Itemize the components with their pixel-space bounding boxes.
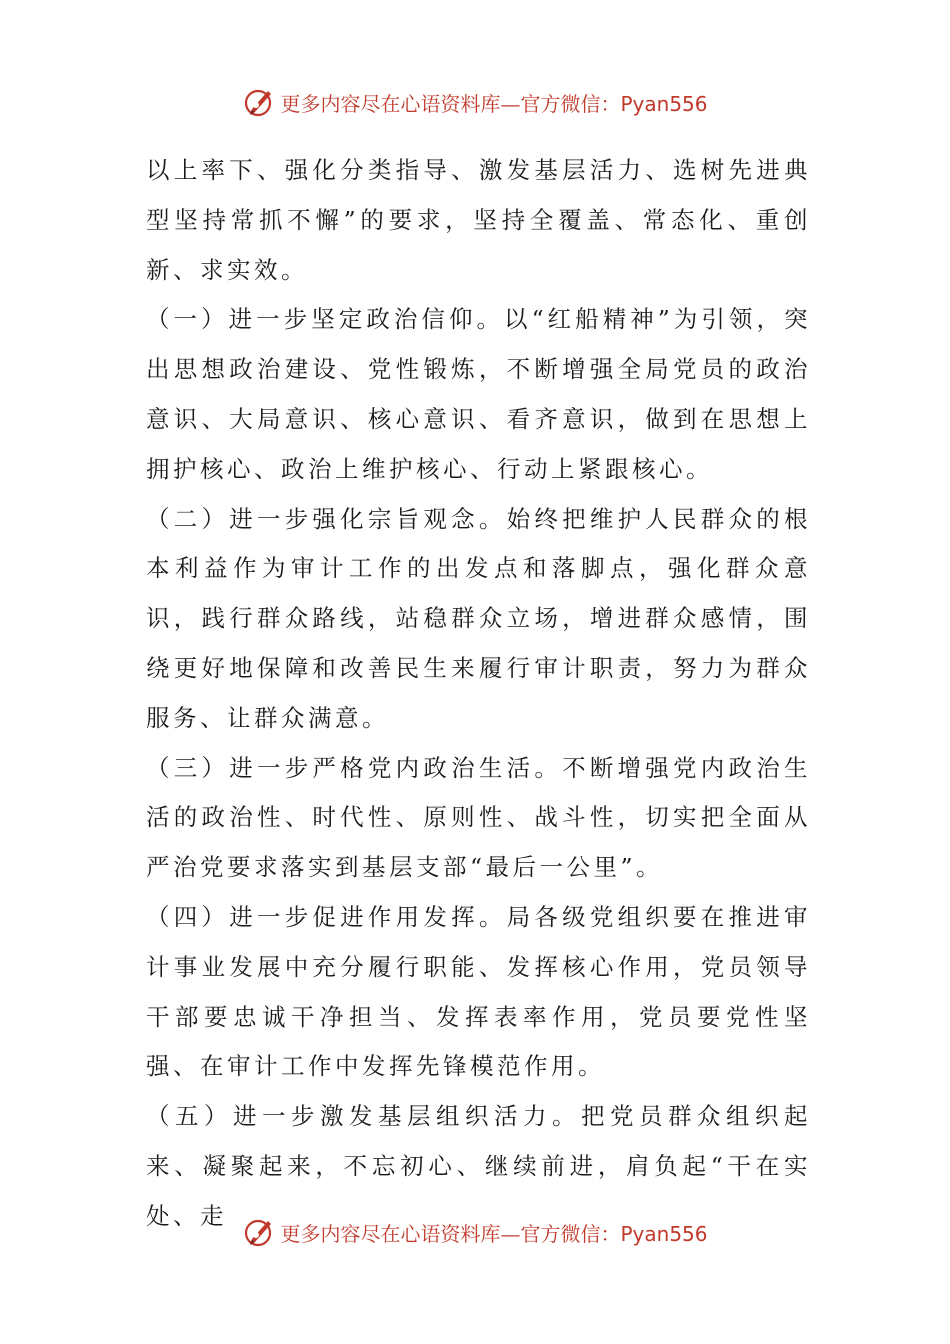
- banner-dash: —: [500, 91, 521, 116]
- banner-site-text: 更多内容尽在心语资料库: [280, 91, 501, 116]
- paragraph-4: （四）进一步促进作用发挥。局各级党组织要在推进审计事业发展中充分履行职能、发挥核心作用，党员领导干部要忠诚干净担当、发挥表率作用，党员要党性坚强、在审计工作中发挥先锋模范作用。: [146, 902, 811, 1081]
- paragraph-3: （三）进一步严格党内政治生活。不断增强党内政治生活的政治性、时代性、原则性、战斗性，切实把全面从严治党要求落实到基层支部“最后一公里”。: [146, 753, 811, 882]
- banner-wechat-id: Pyan556: [620, 91, 708, 116]
- paragraph-5: （五）进一步激发基层组织活力。把党员群众组织起来、凝聚起来，不忘初心、继续前进，肩负起“干在实处、走: [146, 1102, 811, 1230]
- document-body: [146, 146, 811, 1242]
- footer-banner: [0, 1210, 950, 1254]
- paragraph-2: （二）进一步强化宗旨观念。始终把维护人民群众的根本利益作为审计工作的出发点和落脚点，强化群众意识，践行群众路线，站稳群众立场，增进群众感情，围绕更好地保障和改善民生来履行审计职责，努力为群众服务、让群众满意。: [146, 504, 811, 732]
- banner-wechat-label: 官方微信：: [520, 91, 621, 116]
- banner-wechat-label: 官方微信：: [520, 1221, 621, 1246]
- paragraph-intro: 以上率下、强化分类指导、激发基层活力、选树先进典型坚持常抓不懈”的要求，坚持全覆盖、常态化、重创新、求实效。: [146, 156, 811, 284]
- banner-wechat-id: Pyan556: [620, 1221, 708, 1246]
- pen-circle-logo-icon: [242, 85, 276, 119]
- paragraph-1: （一）进一步坚定政治信仰。以“红船精神”为引领，突出思想政治建设、党性锻炼，不断增强全局党员的政治意识、大局意识、核心意识、看齐意识，做到在思想上拥护核心、政治上维护核心、行动上紧跟核心。: [146, 305, 811, 483]
- banner-dash: —: [500, 1221, 521, 1246]
- pen-circle-logo-icon: [242, 1215, 276, 1249]
- header-banner: [0, 80, 950, 124]
- banner-site-text: 更多内容尽在心语资料库: [280, 1221, 501, 1246]
